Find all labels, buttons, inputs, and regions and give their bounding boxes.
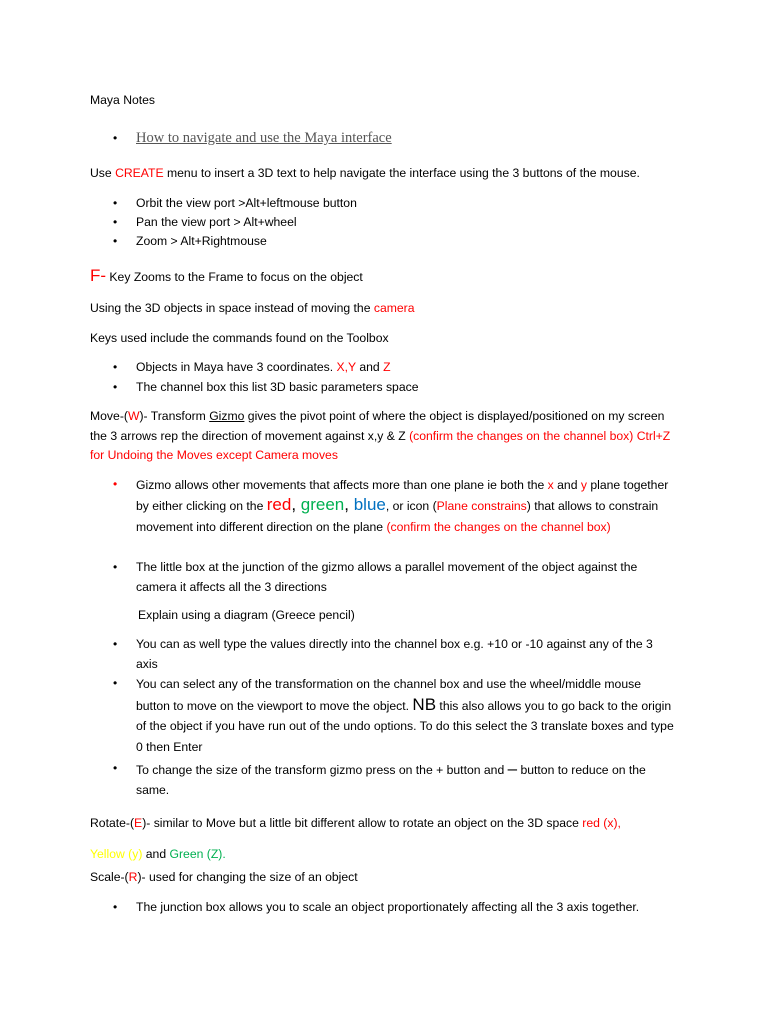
list-item: The little box at the junction of the gizmo allows a parallel movement of the object against the camera it affects all the 3 directions — [136, 560, 638, 594]
rotate-paragraph: Rotate-(E)- similar to Move but a little bit different allow to rotate an object on the 3D space red (x), Yellow (y) and Green (Z). — [90, 816, 621, 861]
red-axis: red — [266, 495, 292, 515]
create-keyword: CREATE — [115, 166, 164, 180]
move-label: Move — [90, 409, 120, 423]
nb-label: NB — [412, 694, 437, 714]
rotate-key: E — [134, 816, 143, 830]
undo-note: Ctrl+Z for Undoing the Moves except Camera moves — [90, 428, 671, 462]
link-text[interactable]: How to navigate and use the Maya interface — [136, 130, 392, 146]
bullet-icon: • — [113, 234, 118, 248]
scale-label: Scale — [90, 870, 121, 884]
list-item: The junction box allows you to scale an object proportionately affecting all the 3 axis together. — [136, 900, 640, 914]
page-title — [90, 91, 690, 111]
keys-paragraph: Keys used include the commands found on the Toolbox — [90, 331, 389, 345]
minus-key: – — [507, 759, 518, 778]
list-item: Objects in Maya have 3 coordinates. X,Y and Z — [136, 360, 391, 374]
scale-paragraph: Scale-(R)- used for changing the size of an object — [90, 870, 358, 884]
blue-axis: blue — [353, 495, 386, 515]
list-item: Zoom > Alt+Rightmouse — [136, 234, 267, 248]
bullet-icon: • — [113, 196, 118, 210]
bullet-icon: • — [113, 360, 118, 374]
list-item: The channel box this list 3D basic parameters space — [136, 380, 419, 394]
green-axis: green — [300, 495, 345, 515]
intro-paragraph: Use CREATE menu to insert a 3D text to help navigate the interface using the 3 buttons of the mouse. — [90, 166, 640, 180]
plus-key: + — [436, 763, 444, 777]
bullet-icon: • — [113, 560, 118, 574]
title-text: Maya Notes — [90, 93, 156, 107]
bullet-icon: • — [113, 676, 118, 690]
move-paragraph: Move-(W)- Transform Gizmo gives the pivot point of where the object is displayed/positioned on my screen the 3 arrows rep the direction of movement against x,y & Z (confirm the changes on the channel box) Ctrl+Z for Undoing the Moves except Camera moves — [90, 409, 671, 462]
bullet-icon: • — [113, 637, 118, 651]
list-item: Orbit the view port >Alt+leftmouse button — [136, 196, 357, 210]
list-item: Pan the view port > Alt+wheel — [136, 215, 297, 229]
f-key-paragraph: F- Key Zooms to the Frame to focus on the object — [90, 266, 363, 285]
bullet-icon: • — [113, 215, 118, 229]
scale-key: R — [128, 870, 138, 884]
bullet-icon: • — [113, 380, 118, 394]
bullet-icon: • — [113, 477, 118, 491]
list-item: You can select any of the transformation on the channel box and use the wheel/middle mouse button to move on the viewport to move the object. NB this also allows you to go back to the origin of the object if you have run out of the undo options. To do this select the 3 translate boxes and type 0 then Enter — [136, 677, 674, 754]
rotate-label: Rotate — [90, 816, 126, 830]
list-item: Gizmo allows other movements that affects more than one plane ie both the x and y plane together by either clicking on the red, green, blue, or icon (Plane constrains) that allows to constrain movement into different direction on the plane (confirm the changes on the channel box) — [136, 478, 669, 534]
f-key-label: F- — [90, 266, 107, 285]
explain-note: Explain using a diagram (Greece pencil) — [138, 608, 355, 622]
move-key: W — [127, 409, 140, 423]
camera-keyword: camera — [373, 301, 415, 315]
section-heading-link[interactable] — [136, 129, 676, 149]
gizmo-term: Gizmo — [209, 409, 245, 423]
list-item: You can as well type the values directly into the channel box e.g. +10 or -10 against any of the 3 axis — [136, 637, 653, 671]
bullet-icon: • — [113, 761, 118, 775]
list-item: To change the size of the transform gizmo press on the + button and – button to reduce on the same. — [136, 759, 646, 797]
bullet-icon: • — [113, 131, 118, 145]
bullet-icon: • — [113, 900, 118, 914]
objects-paragraph: Using the 3D objects in space instead of moving the camera — [90, 301, 415, 315]
